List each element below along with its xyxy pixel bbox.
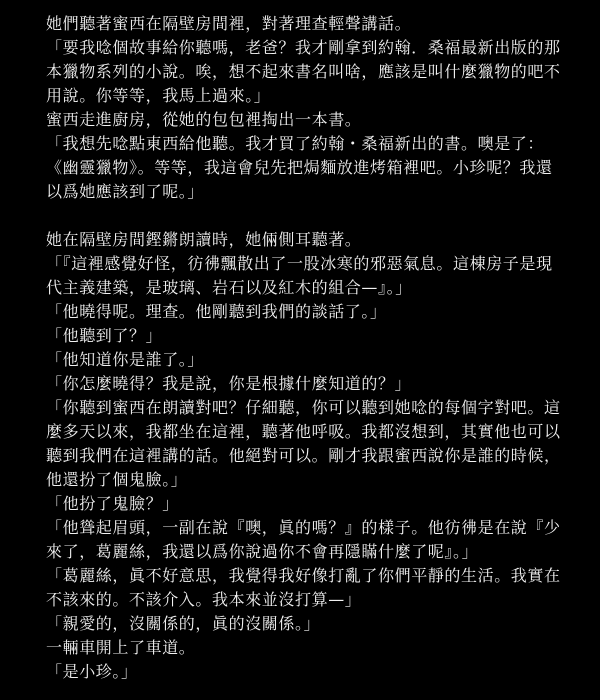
paragraph: 她們聽著蜜西在隔壁房間裡，對著理查輕聲講話。	[46, 14, 412, 33]
paragraph: 「是小珍。」	[46, 662, 138, 681]
paragraph: 「葛麗絲，眞不好意思，我覺得我好像打亂了你們平靜的生活。我實在不該來的。不該介入。我本來並沒打算—」	[46, 566, 561, 609]
paragraph: 「要我唸個故事給你聽嗎，老爸？我才剛拿到約翰．桑福最新出版的那本獵物系列的小說。唉，想不起來書名叫啥，應該是叫什麼獵物的吧不用說。你等等，我馬上過來。」	[46, 38, 561, 105]
paragraph: 「你怎麼曉得？我是說，你是根據什麼知道的？」	[46, 374, 412, 393]
paragraph: 她在隔壁房間鏗鏘朗讀時，她倆側耳聽著。	[46, 230, 362, 249]
paragraph: 「我想先唸點東西給他聽。我才買了約翰・桑福新出的書。噢是了：《幽靈獵物》。等等，我這會兒先把焗麵放進烤箱裡吧。小珍呢？我還以爲她應該到了呢。」	[46, 134, 553, 201]
paragraph-gap	[46, 204, 562, 228]
paragraph: 「親愛的，沒關係的，眞的沒關係。」	[46, 614, 321, 633]
paragraph: 蜜西走進廚房，從她的包包裡掏出一本書。	[46, 110, 362, 129]
paragraph: 「你聽到蜜西在朗讀對吧？仔細聽，你可以聽到她唸的每個字對吧。這麼多天以來，我都坐在這裡，聽著他呼吸。我都沒想到，其實他也可以聽到我們在這裡講的話。他絕對可以。剛才我跟蜜西說你是誰的時候，他還扮了個鬼臉。」	[46, 398, 561, 489]
paragraph: 「他知道你是誰了。」	[46, 350, 205, 369]
paragraph: 「他曉得呢。理查。他剛聽到我們的談話了。」	[46, 302, 387, 321]
paragraph: 一輛車開上了車道。	[46, 638, 196, 657]
paragraph: 「他扮了鬼臉？」	[46, 494, 179, 513]
paragraph: 「他聽到了？」	[46, 326, 163, 345]
paragraph: 「『這裡感覺好怪，彷彿飄散出了一股冰寒的邪惡氣息。這棟房子是現代主義建築，是玻璃、岩石以及紅木的組合—』。」	[46, 254, 553, 297]
paragraph: 「他聳起眉頭，一副在說『噢，眞的嗎？』的樣子。他彷彿是在說『少來了，葛麗絲，我還以爲你說過你不會再隱瞞什麼了呢』。」	[46, 518, 561, 561]
